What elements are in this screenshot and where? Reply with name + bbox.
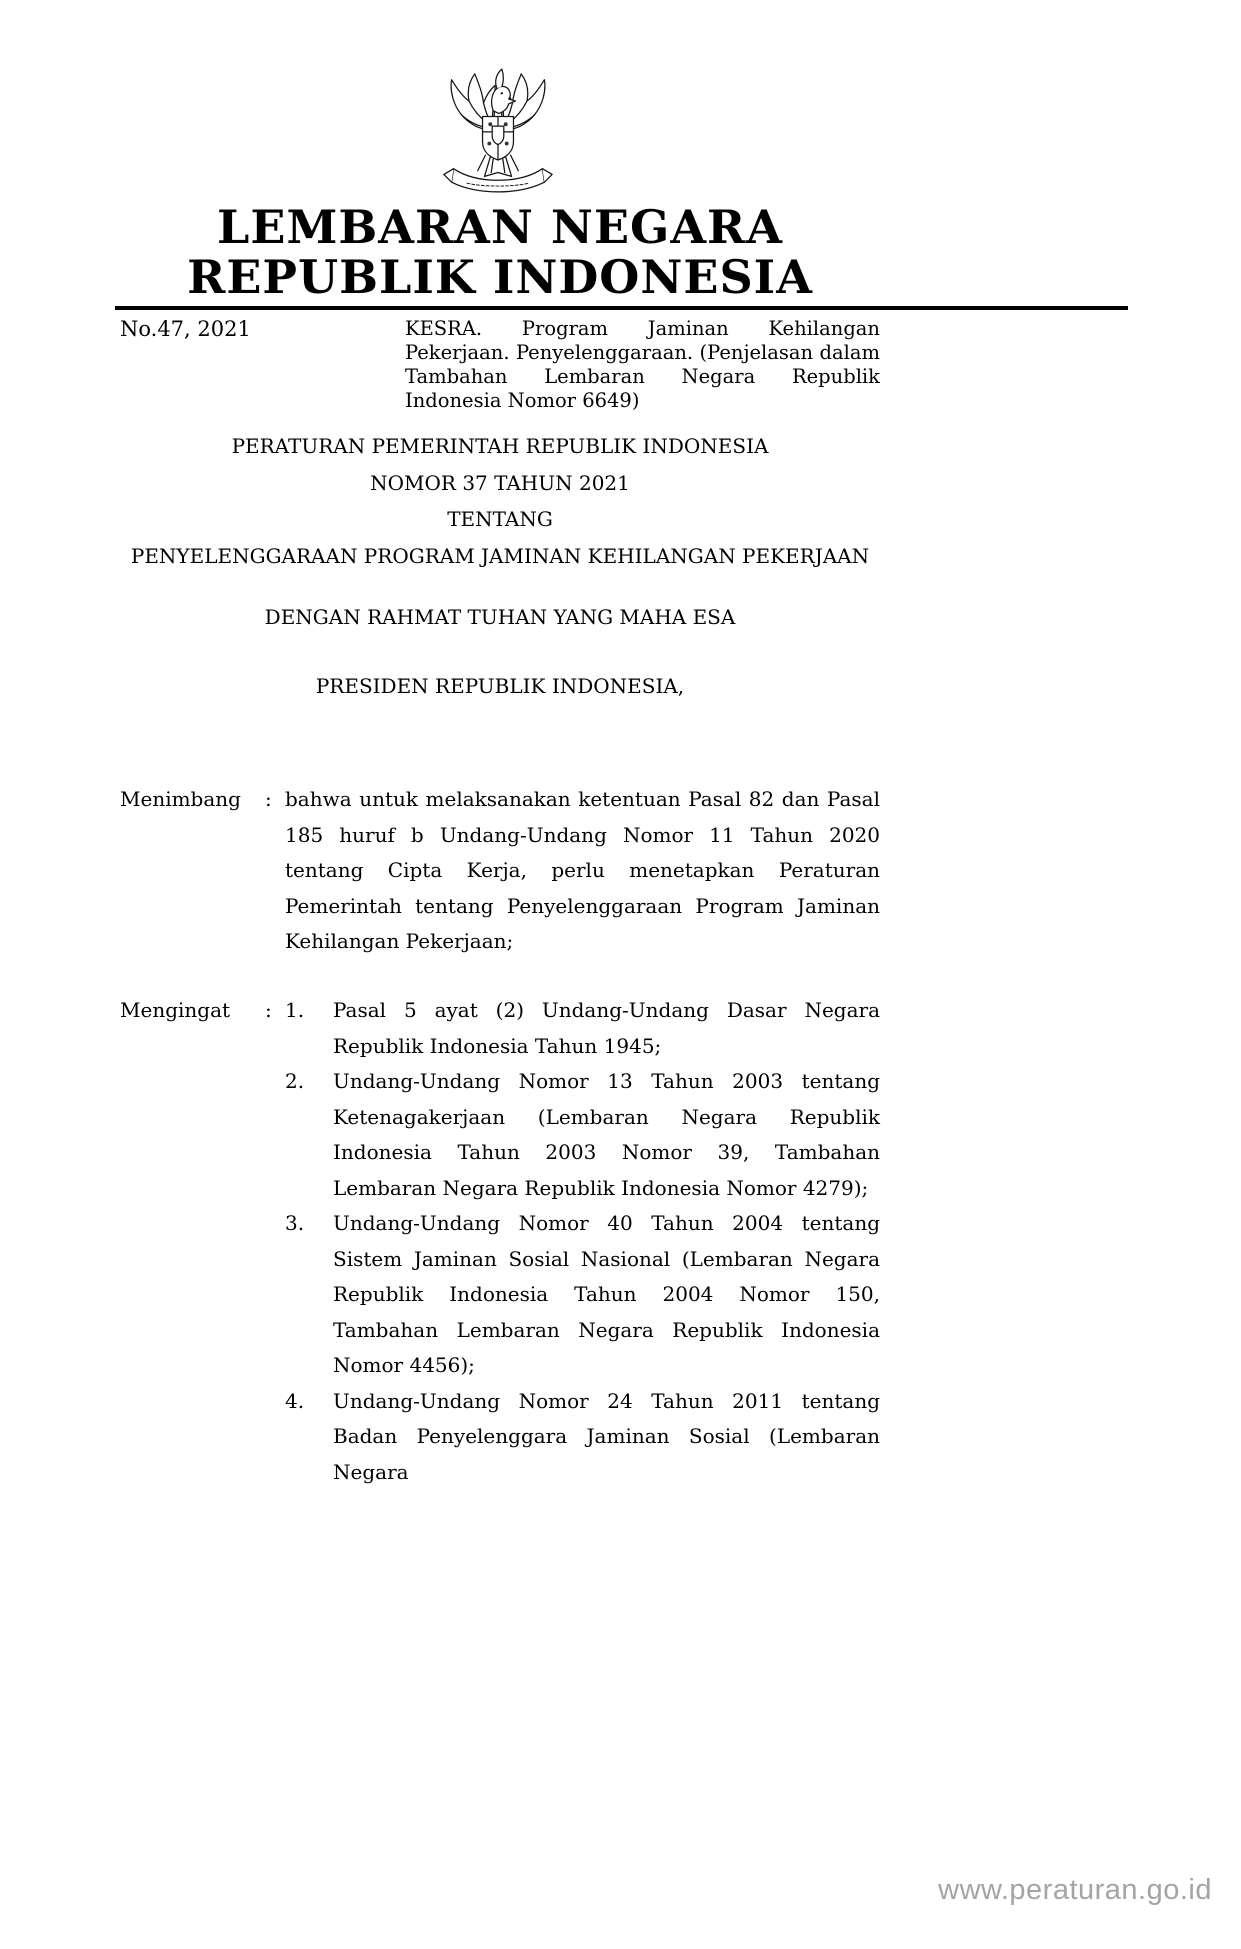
national-emblem [440,64,556,196]
list-item-number: 4. [285,1388,305,1413]
regulation-title-block [120,428,880,574]
recalling-section [120,993,880,1490]
watermark: www.peraturan.go.id [938,1874,1212,1906]
header-rule [115,306,1128,310]
list-item [285,1206,880,1384]
considering-text: bahwa untuk melaksanakan ketentuan Pasal 82 dan Pasal 185 huruf b Undang-Undang Nomor 11 Tahun 2020 tentang Cipta Kerja, perlu menetapkan Peraturan Pemerintah tentang Penyelenggaraan Program Jaminan Kehilangan Pekerjaan; [285,787,880,953]
regulation-title-line-2: NOMOR 37 TAHUN 2021 [370,470,630,495]
masthead-title-line1: LEMBARAN NEGARA [217,200,783,254]
garuda-pancasila-icon [440,64,556,196]
regulation-title-line-3: TENTANG [447,507,553,531]
list-item-text: Pasal 5 ayat (2) Undang-Undang Dasar Negara Republik Indonesia Tahun 1945; [333,998,880,1058]
regulation-title-line-4: PENYELENGGARAAN PROGRAM JAMINAN KEHILANGAN PEKERJAAN [130,543,870,568]
considering-label: Menimbang [120,787,241,811]
regulation-title-line-1: PERATURAN PEMERINTAH REPUBLIK INDONESIA [231,434,769,458]
recalling-colon: : [265,998,272,1022]
header-row [120,317,880,413]
doc-number: No.47, 2021 [120,317,251,341]
list-item [285,993,880,1064]
list-item [285,1064,880,1206]
list-item-number: 3. [285,1211,305,1235]
recalling-list [285,993,880,1490]
recalling-label: Mengingat [120,998,231,1022]
doc-subject: KESRA. Program Jaminan Kehilangan Pekerjaan. Penyelenggaraan. (Penjelasan dalam Tambahan Lembaran Negara Republik Indonesia Nomor 6649) [405,317,880,412]
list-item-text: Undang-Undang Nomor 40 Tahun 2004 tentang Sistem Jaminan Sosial Nasional (Lembaran Negara Republik Indonesia Tahun 2004 Nomor 150, Tambahan Lembaran Negara Republik Indonesia Nomor 4456); [333,1211,880,1377]
list-item-number: 2. [285,1069,305,1093]
list-item-text: Undang-Undang Nomor 13 Tahun 2003 tentang Ketenagakerjaan (Lembaran Negara Republik Indonesia Tahun 2003 Nomor 39, Tambahan Lembaran Negara Republik Indonesia Nomor 4279); [333,1069,880,1200]
invocation-line: DENGAN RAHMAT TUHAN YANG MAHA ESA [264,605,736,629]
masthead-title [120,202,880,302]
list-item [285,1384,880,1491]
list-item-number: 1. [285,998,305,1022]
list-item-text: Undang-Undang Nomor 24 Tahun 2011 tentang Badan Penyelenggara Jaminan Sosial (Lembaran Negara [333,1388,880,1484]
considering-colon: : [265,787,272,811]
considering-section [120,782,880,960]
authority-line: PRESIDEN REPUBLIK INDONESIA, [315,674,685,698]
masthead-title-line2: REPUBLIK INDONESIA [187,250,813,304]
